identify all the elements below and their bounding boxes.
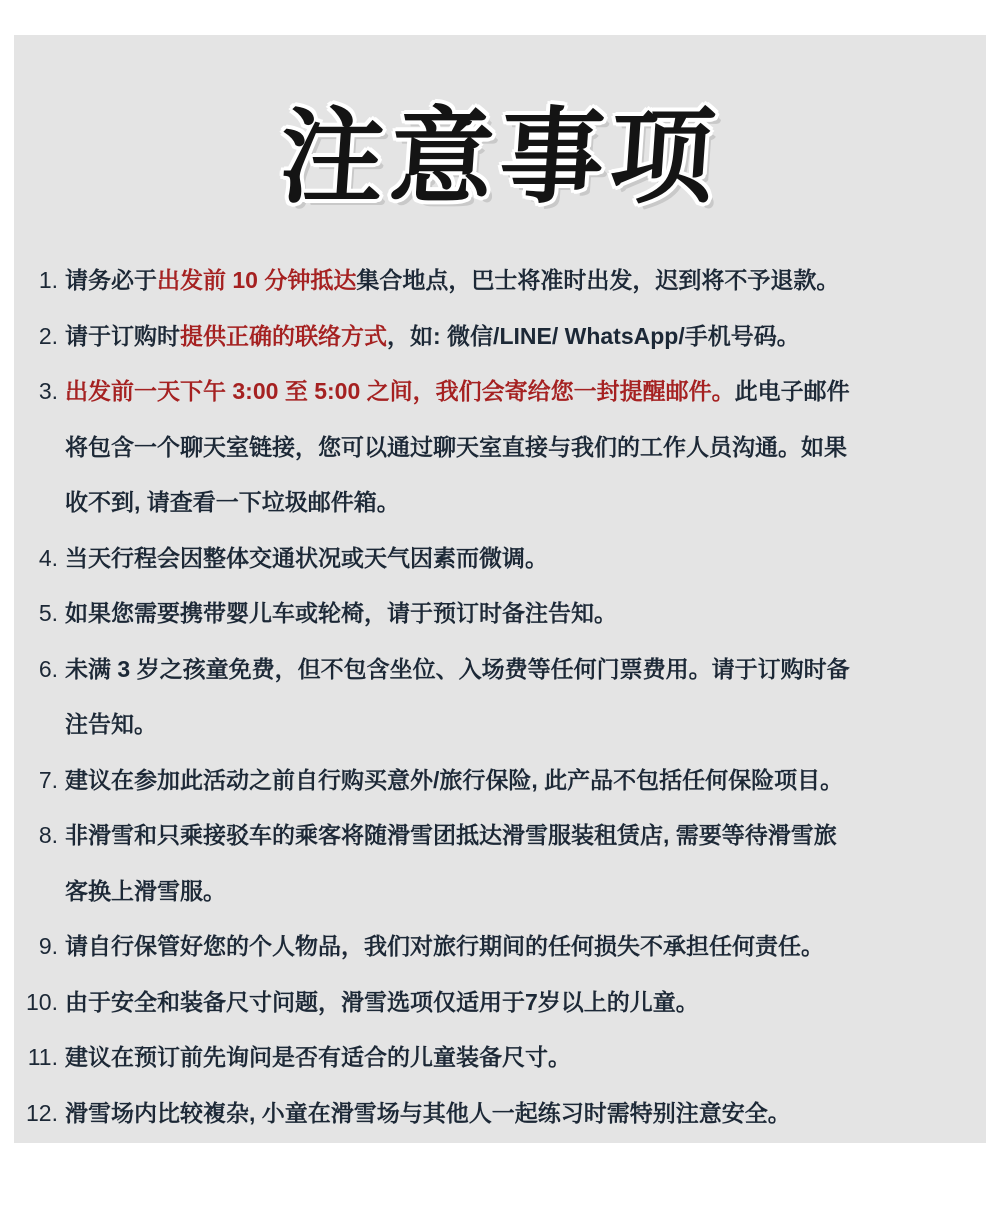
notice-text: 此电子邮件 <box>734 378 850 404</box>
notice-text: 由于安全和装备尺寸问题，滑雪选项仅适用于7岁以上的儿童。 <box>65 988 699 1015</box>
notice-item-number: 7. <box>38 766 58 793</box>
notice-item-line <box>65 309 964 365</box>
notice-item-number: 3. <box>38 378 58 404</box>
notice-text: 建议在参加此活动之前自行购买意外/旅行保险, 此产品不包括任何保险项目。 <box>65 766 844 793</box>
notice-item-number: 2. <box>38 322 58 349</box>
notice-text: ，如: 微信/LINE/ WhatsApp/手机号码。 <box>387 322 800 349</box>
notice-text: 请自行保管好您的个人物品，我们对旅行期间的任何损失不承担任何责任。 <box>65 933 824 959</box>
notice-item-line <box>65 753 964 809</box>
notice-item-line <box>65 642 964 698</box>
notice-item <box>14 975 986 1031</box>
notice-item-line <box>65 975 964 1031</box>
notice-text: 如果您需要携带婴儿车或轮椅，请于预订时备注告知。 <box>65 600 617 626</box>
notice-item <box>14 586 986 642</box>
notice-text: 将包含一个聊天室链接，您可以通过聊天室直接与我们的工作人员沟通。如果 <box>65 433 847 460</box>
notice-item <box>14 753 986 809</box>
notice-text: 客换上滑雪服。 <box>65 877 226 904</box>
notice-item-line <box>65 531 964 587</box>
notice-highlight-text: 出发前一天下午 3:00 至 5:00 之间，我们会寄给您一封提醒邮件。 <box>65 378 735 404</box>
notice-item <box>14 253 986 309</box>
notice-item-number: 4. <box>38 544 58 571</box>
notice-highlight-text: 出发前 10 分钟抵达 <box>157 267 357 293</box>
notice-item-line <box>65 697 964 753</box>
notice-text: 收不到, 请查看一下垃圾邮件箱。 <box>65 489 400 515</box>
notice-highlight-text: 提供正确的联络方式 <box>180 322 387 349</box>
notice-item-line <box>65 420 964 476</box>
notice-item <box>14 808 986 919</box>
notice-item-number: 9. <box>38 933 58 959</box>
notice-item-number: 5. <box>38 600 58 626</box>
notice-item-line <box>65 919 964 975</box>
notice-item-number: 6. <box>38 655 58 682</box>
notice-text: 注告知。 <box>65 711 157 737</box>
notice-item-line <box>65 253 964 309</box>
notice-item-line <box>65 475 964 531</box>
notice-item-line <box>65 586 964 642</box>
page-title: 注意事项 <box>275 96 725 218</box>
notice-text: 滑雪场内比较複杂, 小童在滑雪场与其他人一起练习时需特别注意安全。 <box>65 1099 791 1126</box>
notice-item <box>14 364 986 531</box>
notice-item-line <box>65 808 964 864</box>
notice-item <box>14 1030 986 1086</box>
notice-item <box>14 642 986 753</box>
notice-item <box>14 309 986 365</box>
notice-item <box>14 919 986 975</box>
notice-text: 集合地点，巴士将准时出发，迟到将不予退款。 <box>356 267 840 293</box>
notice-text: 请于订购时 <box>65 322 180 349</box>
notice-item-number: 1. <box>38 267 58 293</box>
notice-item-number: 12. <box>26 1099 58 1126</box>
notice-text: 建议在预订前先询问是否有适合的儿童装备尺寸。 <box>65 1044 571 1070</box>
notice-list <box>14 253 986 1141</box>
notice-text: 请务必于 <box>65 267 157 293</box>
notice-panel <box>14 35 986 1143</box>
notice-text: 未满 3 岁之孩童免费，但不包含坐位、入场费等任何门票费用。请于订购时备 <box>65 655 850 682</box>
notice-item <box>14 531 986 587</box>
notice-item-number: 10. <box>26 988 58 1015</box>
notice-item-line <box>65 1086 964 1142</box>
notice-item-number: 11. <box>27 1044 58 1070</box>
notice-item-line <box>65 864 964 920</box>
notice-text: 非滑雪和只乘接驳车的乘客将随滑雪团抵达滑雪服装租赁店, 需要等待滑雪旅 <box>65 822 837 848</box>
notice-text: 当天行程会因整体交通状况或天气因素而微调。 <box>65 544 548 571</box>
notice-item-line <box>65 1030 964 1086</box>
notice-item-number: 8. <box>38 822 58 848</box>
notice-item <box>14 1086 986 1142</box>
notice-item-line <box>65 364 964 420</box>
